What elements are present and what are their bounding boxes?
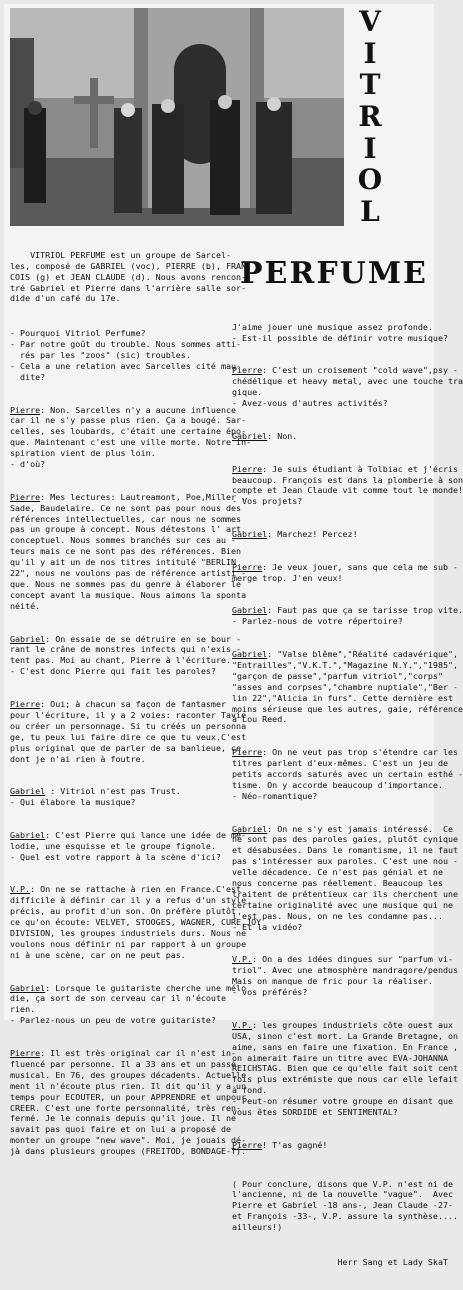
intro-paragraph: VITRIOL PERFUME est un groupe de Sarcel- les, composé de GABRIEL (voc), PIERRE (b), FRAN COIS (g) et JEAN CLAUDE (d). Nous avons rencon- tré Gabriel et Pierre dans l'arrière salle sor- dide d'un café du 17e.: [10, 249, 247, 304]
interview-paragraph: [232, 954, 459, 998]
interview-paragraph: [232, 1019, 459, 1118]
speaker-label: Gabriel: [232, 605, 268, 616]
paragraph-text: : Mes lectures: Lautreamont, Poe,Miller , Sade, Baudelaire. Ce ne sont pas pour nous des références intellectuelles, car nous ne sommes pas un groupe à concept. Nous détestons l' art conceptuel. Nous sommes branchés sur ces au - teurs mais ce ne sont pas des références. Bien qu'il y ait un de nos titres intitulé "BERLIN 22", nous ne voulons pas de référence artisti - que. Nous ne sommes pas du genre à élaborer le concept avant la musique. Nous aimons la sponta néité.: [10, 491, 247, 611]
paragraph-text: : Non.: [267, 430, 298, 441]
speaker-label: Gabriel: [232, 823, 268, 834]
author-signature: Herr Sang et Lady SkaT: [232, 1256, 449, 1267]
paragraph-text: : On a des idées dingues sur "parfum vi- triol". Avec une atmosphère mandragore/pendus Mais on manque de fric pour la réaliser. - vos préférés?: [232, 954, 459, 998]
paragraph-text: : Faut pas que ça se tarisse trop vite. - Parlez-nous de votre répertoire?: [232, 605, 463, 627]
speaker-label: Pierre: [232, 747, 263, 758]
paragraph-text: J'aime jouer une musique assez profonde. - Est-il possible de définir votre musique?: [232, 321, 449, 343]
band-photo: [10, 8, 344, 226]
paragraph-text: : On ne se rattache à rien en France.C'est difficile à définir car il y a refus d'un style précis, au profit d'un son. On préfère plutôt ce qu'on écoute: VELVET, STOOGES, WAGNER, CURE,JOY DIVISION, les groupes industriels durs. Nous ne voulons nous définir ni par rapport à un groupe ni à une scène, car on ne peut pas.: [10, 884, 262, 960]
interview-paragraph: [10, 786, 232, 808]
speaker-label: Gabriel: [10, 982, 46, 993]
title-letter: I: [363, 36, 377, 70]
paragraph-text: : Lorsque le guitariste cherche une mélo die, ça sort de son cerveau car il n'écoute rien. - Parlez-nous un peu de votre guitariste?: [10, 982, 247, 1026]
interview-paragraph: [232, 529, 436, 540]
speaker-label: Gabriel: [232, 529, 268, 540]
perfume-title: PERFUME: [240, 256, 428, 291]
right-text-column: [232, 300, 463, 1290]
paragraph-text: : On essaie de se détruire en se bour - rant le crâne de monstres infects qui n'exis - tent pas. Moi au chant, Pierre à l'écriture. - C'est donc Pierre qui fait les paroles?: [10, 633, 242, 677]
interview-paragraph: [232, 365, 463, 409]
paragraph-text: : Il est très original car il n'est in- fluencé par personne. Il a 33 ans et un passé musical. En 76, des groupes décadents. Actuelle ment il n'écoute plus rien. Il dit qu'il y a un temps pour ECOUTER, un pour APPRENDRE et unpour CREER. C'est une forte personnalité, très ren- fermé. Je le connais depuis qu'il joue. Il ne savait pas quoi faire et on lui a proposé de monter un groupe "new wave". Moi, je jouais dé- jà dans plusieurs groupes (FREITOD, BONDAGE-T).: [10, 1047, 247, 1157]
paragraph-text: : C'est Pierre qui lance une idée de mé- lodie, une esquisse et le groupe fignole. - Quel est votre rapport à la scène d'ici?: [10, 829, 247, 862]
cemetery-photo-image: [10, 8, 344, 226]
interview-paragraph: [232, 321, 449, 344]
speaker-label: Pierre: [232, 1139, 263, 1150]
interview-paragraph: [232, 431, 436, 442]
interview-paragraph: [10, 698, 247, 764]
speaker-label: Gabriel: [232, 649, 268, 659]
paragraph-text: : Oui; à chacun sa façon de fantasmer pour l'écriture, il y a 2 voies: raconter Tavie ou créer un personnage. Si tu créés un personna ge, tu peux lui faire dire ce que tu veux.C'est plus original que de parler de sa banlieue, ce dont je n'ai rien à foutre.: [10, 698, 247, 764]
paragraph-text: : Je veux jouer, sans que cela me sub - merge trop. J'en veux!: [232, 561, 459, 583]
left-text-column: [10, 228, 262, 1179]
speaker-label: Pierre: [10, 698, 41, 709]
paragraph-text: : On ne veut pas trop s'étendre car les titres parlent d'eux-mêmes. C'est un jeu de petits accords saturés avec un certain esthé - tisme. On y accorde beaucoup d'importance. - Néo-romantique?: [232, 747, 463, 801]
speaker-label: Pierre: [10, 1047, 41, 1058]
interview-paragraph: [10, 1047, 247, 1157]
speaker-label: Gabriel: [10, 829, 46, 840]
interview-paragraph: [10, 491, 247, 612]
speaker-label: Pierre: [10, 491, 41, 502]
interview-paragraph: [10, 633, 242, 678]
title-letter: V: [359, 5, 381, 38]
interview-paragraph: [232, 1140, 436, 1151]
title-letter: I: [363, 131, 377, 165]
magazine-page: [4, 4, 463, 1267]
paragraph-text: : Marchez! Percez!: [267, 529, 358, 540]
interview-paragraph: [10, 829, 247, 863]
paragraph-text: : C'est un croisement "cold wave",psy - chédélique et heavy metal, avec une touche tra gique. - Avez-vous d'autres activités?: [232, 365, 463, 409]
speaker-label: Gabriel: [10, 786, 46, 797]
paragraph-text: : les groupes industriels côte ouest aux USA, sinon c'est mort. La Grande Bretagne, on aime, sans en faire une fixation. En France , on aimerait faire un titre avec EVA-JOHANNA REICHSTAG. Bien que ce qu'elle fait soit cent fois plus extrémiste que nous car elle lefait à fond. - Peut-on résumer votre groupe en disant que vous êtes SORDIDE et SENTIMENTAL?: [232, 1019, 459, 1118]
paragraph-text: : On ne s'y est jamais intéressé. Ce ne sont pas des paroles gaies, plutôt cynique et désabusées. Dans le romantisme, il ne faut pas s'intéresser aux paroles. C'est une nou - velle décadence. Ce n'est pas génial et ne nous concerne pas réellement. Beaucoup les traitent de prétentieux car ils cherchent une certaine originalité avec une musique qui ne l'est pas. Nous, on ne les condamne pas... - Et la vidéo?: [232, 823, 459, 932]
speaker-label: Gabriel: [232, 430, 268, 441]
speaker-label: V.P.: [232, 1019, 253, 1030]
paragraph-text: : "Valse blême","Réalité cadavérique", "Entrailles","V.K.T.","Magazine N.Y.","1985", "garçon de passe","parfum vitriol","corps" "asses and corpses","chambre nuptiale","Ber - lin 22","Alicia in furs". Cette dernière est moins sérieuse que les autres, gaie, référence à Lou Reed.: [232, 649, 463, 725]
interview-paragraph: [232, 823, 459, 933]
interview-paragraph: [232, 463, 463, 508]
paragraph-text: : Non. Sarcelles n'y a aucune influence car il ne s'y passe plus rien. Ça a bougé. Sar- celles, ses loubards, c'était une certaine épo- que. Maintenant c'est une ville morte. Notre in- spiration vient de plus loin. - d'où?: [10, 404, 252, 470]
interview-paragraph: [232, 747, 463, 802]
paragraph-text: : Vitriol n'est pas Trust. - Qui élabore la musique?: [10, 786, 181, 808]
vertical-title-vitriol: [350, 5, 390, 228]
interview-paragraph: [10, 328, 242, 383]
speaker-label: Pierre: [232, 463, 263, 474]
speaker-label: Gabriel: [10, 633, 46, 644]
paragraph-text: : Je suis étudiant à Tolbiac et j'écris beaucoup. François est dans la plomberie à son compte et Jean Claude vit comme tout le monde! - Vos projets?: [232, 463, 463, 507]
interview-paragraph: [10, 884, 262, 960]
speaker-label: Pierre: [10, 404, 41, 415]
interview-paragraph: [232, 649, 463, 725]
title-letter: L: [360, 194, 380, 228]
interview-paragraph: [232, 561, 459, 584]
closing-paragraph: ( Pour conclure, disons que V.P. n'est ni de l'ancienne, ni de la nouvelle "vague". Avec Pierre et Gabriel -18 ans-, Jean Claude -27- et François -33-, V.P. assure la synthèse.... ailleurs!): [232, 1178, 459, 1233]
speaker-label: V.P.: [232, 954, 253, 965]
speaker-label: V.P.: [10, 884, 31, 895]
interview-paragraph: [232, 605, 463, 627]
speaker-label: Pierre: [232, 365, 263, 376]
speaker-label: Pierre: [232, 561, 263, 572]
title-letter: R: [358, 99, 382, 133]
paragraph-text: - Pourquoi Vitriol Perfume? - Par notre goût du trouble. Nous sommes atti- rés par les "zoos" (sic) troubles. - Cela a une relation avec Sarcelles cité mau- dite?: [10, 328, 242, 382]
title-letter: O: [357, 163, 383, 197]
title-letter: T: [359, 68, 381, 102]
paragraph-text: ! T'as gagné!: [262, 1139, 328, 1150]
